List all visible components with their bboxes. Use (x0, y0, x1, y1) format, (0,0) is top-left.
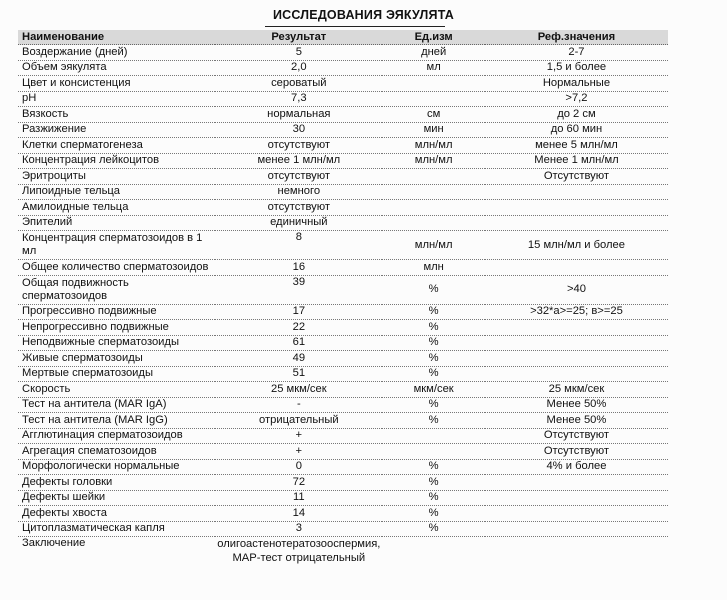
cell-result: 30 (215, 122, 382, 138)
cell-unit: мин (382, 122, 485, 138)
cell-unit: млн/мл (382, 153, 485, 169)
table-row (18, 260, 668, 276)
cell-unit: мкм/сек (382, 382, 485, 398)
report-title: ИССЛЕДОВАНИЯ ЭЯКУЛЯТА (272, 8, 454, 22)
cell-name: Концентрация сперматозоидов в 1 мл (18, 231, 215, 260)
cell-result: + (215, 444, 382, 460)
header-row (18, 30, 668, 45)
cell-result: единичный (215, 215, 382, 231)
cell-result: 2,0 (215, 60, 382, 76)
cell-name: Живые сперматозоиды (18, 351, 215, 367)
cell-unit (382, 184, 485, 200)
cell-unit: млн/мл (382, 231, 485, 260)
cell-result: 7,3 (215, 91, 382, 107)
cell-result: отсутствуют (215, 169, 382, 185)
cell-result: сероватый (215, 76, 382, 92)
table-row (18, 122, 668, 138)
cell-result: 8 (215, 231, 382, 260)
table-row (18, 231, 668, 260)
cell-reference: >40 (485, 275, 668, 304)
cell-unit: % (382, 413, 485, 429)
cell-name: pH (18, 91, 215, 107)
cell-reference (485, 215, 668, 231)
table-row (18, 107, 668, 123)
cell-name: Цитоплазматическая капля (18, 521, 215, 537)
cell-reference (485, 335, 668, 351)
cell-reference: 2-7 (485, 45, 668, 61)
cell-name: Эритроциты (18, 169, 215, 185)
results-table (18, 30, 668, 565)
cell-unit (382, 444, 485, 460)
cell-unit: см (382, 107, 485, 123)
cell-reference: 15 млн/мл и более (485, 231, 668, 260)
cell-reference: менее 5 млн/мл (485, 138, 668, 154)
table-row (18, 459, 668, 475)
cell-name: Разжижение (18, 122, 215, 138)
cell-result: 39 (215, 275, 382, 304)
table-row (18, 521, 668, 537)
cell-unit: млн (382, 260, 485, 276)
table-row (18, 382, 668, 398)
cell-name: Общая подвижность сперматозоидов (18, 275, 215, 304)
cell-result: отсутствуют (215, 138, 382, 154)
table-row (18, 153, 668, 169)
cell-result: 25 мкм/сек (215, 382, 382, 398)
cell-result: 14 (215, 506, 382, 522)
cell-name: Вязкость (18, 107, 215, 123)
cell-reference: >7,2 (485, 91, 668, 107)
cell-reference (485, 200, 668, 216)
conclusion-text: олигоастенотератозооспермия, МАР-тест отрицательный (217, 538, 381, 564)
cell-unit: % (382, 490, 485, 506)
cell-unit (382, 200, 485, 216)
cell-name: Агглютинация сперматозоидов (18, 428, 215, 444)
cell-reference (485, 506, 668, 522)
cell-name: Непрогрессивно подвижные (18, 320, 215, 336)
cell-result: 0 (215, 459, 382, 475)
cell-unit (382, 76, 485, 92)
cell-reference (485, 490, 668, 506)
table-row (18, 184, 668, 200)
cell-unit: млн/мл (382, 138, 485, 154)
cell-result: 17 (215, 304, 382, 320)
cell-unit: мл (382, 60, 485, 76)
cell-reference: Менее 50% (485, 397, 668, 413)
cell-name: Дефекты шейки (18, 490, 215, 506)
cell-reference (485, 320, 668, 336)
table-row (18, 138, 668, 154)
cell-unit (382, 215, 485, 231)
cell-reference: Отсутствуют (485, 169, 668, 185)
table-row (18, 91, 668, 107)
table-row (18, 320, 668, 336)
cell-reference (485, 537, 668, 566)
header-unit: Ед.изм (382, 30, 485, 45)
table-row (18, 200, 668, 216)
cell-name: Дефекты головки (18, 475, 215, 491)
cell-reference: Менее 1 млн/мл (485, 153, 668, 169)
cell-name: Дефекты хвоста (18, 506, 215, 522)
conclusion-row (18, 537, 668, 566)
cell-name: Эпителий (18, 215, 215, 231)
header-result: Результат (215, 30, 382, 45)
cell-result: менее 1 млн/мл (215, 153, 382, 169)
cell-reference: 4% и более (485, 459, 668, 475)
conclusion-label: Заключение (22, 537, 86, 549)
cell-reference (485, 475, 668, 491)
cell-name: Воздержание (дней) (18, 45, 215, 61)
cell-result: 16 (215, 260, 382, 276)
cell-name: Амилоидные тельца (18, 200, 215, 216)
cell-result: 51 (215, 366, 382, 382)
cell-unit: дней (382, 45, 485, 61)
cell-unit: % (382, 506, 485, 522)
cell-unit (382, 169, 485, 185)
cell-name: Тест на антитела (MAR IgA) (18, 397, 215, 413)
cell-name: Общее количество сперматозоидов (18, 260, 215, 276)
cell-unit: % (382, 459, 485, 475)
cell-result: 72 (215, 475, 382, 491)
cell-unit (382, 91, 485, 107)
table-row (18, 413, 668, 429)
cell-unit (382, 428, 485, 444)
cell-reference: до 2 см (485, 107, 668, 123)
table-row (18, 215, 668, 231)
cell-result: 5 (215, 45, 382, 61)
cell-unit: % (382, 397, 485, 413)
cell-name: Концентрация лейкоцитов (18, 153, 215, 169)
cell-result: 11 (215, 490, 382, 506)
table-row (18, 506, 668, 522)
cell-name: Морфологически нормальные (18, 459, 215, 475)
cell-name: Неподвижные сперматозоиды (18, 335, 215, 351)
header-name: Наименование (18, 30, 215, 45)
table-row (18, 490, 668, 506)
cell-reference: Нормальные (485, 76, 668, 92)
table-row (18, 304, 668, 320)
cell-name: Скорость (18, 382, 215, 398)
table-row (18, 397, 668, 413)
cell-name: Прогрессивно подвижные (18, 304, 215, 320)
cell-reference: 1,5 и более (485, 60, 668, 76)
cell-unit: % (382, 521, 485, 537)
cell-name: Цвет и консистенция (18, 76, 215, 92)
table-row (18, 351, 668, 367)
cell-reference (485, 260, 668, 276)
table-row (18, 444, 668, 460)
table-row (18, 366, 668, 382)
cell-result: 49 (215, 351, 382, 367)
cell-reference: Менее 50% (485, 413, 668, 429)
cell-reference (485, 366, 668, 382)
cell-reference (485, 184, 668, 200)
cell-reference: 25 мкм/сек (485, 382, 668, 398)
table-row (18, 76, 668, 92)
cell-reference: до 60 мин (485, 122, 668, 138)
cell-unit: % (382, 351, 485, 367)
cell-result: 61 (215, 335, 382, 351)
cell-result: 22 (215, 320, 382, 336)
cell-name: Липоидные тельца (18, 184, 215, 200)
cell-result: отсутствуют (215, 200, 382, 216)
table-row (18, 60, 668, 76)
cell-result: 3 (215, 521, 382, 537)
cell-name: Агрегация спематозоидов (18, 444, 215, 460)
cell-unit: % (382, 366, 485, 382)
cell-reference (485, 351, 668, 367)
cell-result: - (215, 397, 382, 413)
cell-unit: % (382, 475, 485, 491)
table-row (18, 428, 668, 444)
cell-name: Клетки сперматогенеза (18, 138, 215, 154)
cell-reference: >32*а>=25; в>=25 (485, 304, 668, 320)
cell-unit: % (382, 304, 485, 320)
table-row (18, 169, 668, 185)
cell-result: нормальная (215, 107, 382, 123)
cell-unit: % (382, 320, 485, 336)
table-row (18, 475, 668, 491)
cell-result: отрицательный (215, 413, 382, 429)
cell-unit: % (382, 275, 485, 304)
cell-reference: Отсутствуют (485, 444, 668, 460)
cell-name: Объем эякулята (18, 60, 215, 76)
header-reference: Реф.значения (485, 30, 668, 45)
table-row (18, 45, 668, 61)
cell-reference (485, 521, 668, 537)
table-row (18, 335, 668, 351)
title-underline (265, 26, 445, 27)
cell-reference: Отсутствуют (485, 428, 668, 444)
cell-name: Мертвые сперматозоиды (18, 366, 215, 382)
cell-result: + (215, 428, 382, 444)
cell-unit: % (382, 335, 485, 351)
table-row (18, 275, 668, 304)
cell-unit (382, 537, 485, 566)
cell-name: Тест на антитела (MAR IgG) (18, 413, 215, 429)
cell-result: немного (215, 184, 382, 200)
